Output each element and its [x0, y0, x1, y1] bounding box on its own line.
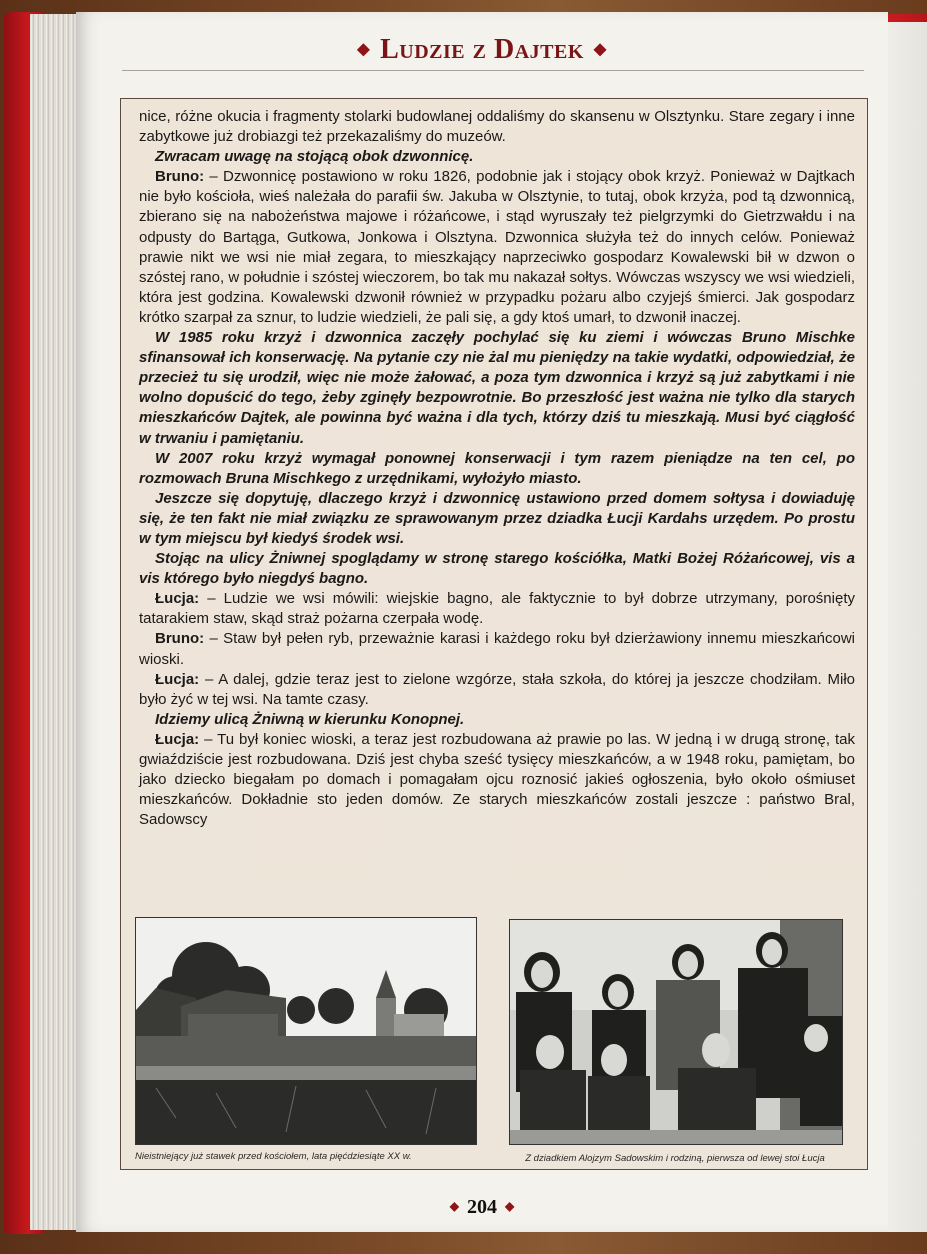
paragraph-text: Stojąc na ulicy Żniwnej spoglądamy w stronę starego kościółka, Matki Bożej Różańcowej, vis a vis którego było niegdyś bagno.	[139, 550, 855, 588]
interviewer-note	[139, 710, 855, 730]
running-header	[76, 34, 888, 66]
chapter-title: Ludzie z Dajtek	[380, 34, 584, 65]
content-frame	[120, 98, 868, 1170]
speaker-name: Łucja:	[155, 670, 200, 688]
page-footer	[76, 1196, 888, 1219]
paragraph-text: W 2007 roku krzyż wymagał ponownej konserwacji i tym razem pieniądze na ten cel, po rozmowach Bruna Mischkego z urzędnikami, wyłożyło miasto.	[139, 449, 855, 487]
speaker-paragraph	[139, 589, 855, 629]
paragraph-text: – Ludzie we wsi mówili: wiejskie bagno, ale faktycznie to był dobrze utrzymany, porośnięty tatarakiem staw, skąd straż pożarna czerpała wodę.	[139, 590, 855, 628]
pond-church-illustration	[136, 918, 476, 1144]
diamond-ornament-icon: ◆	[593, 40, 607, 58]
paragraph-text: – Tu był koniec wioski, a teraz jest rozbudowana aż prawie po las. W jedną i w drugą stronę, tak gwiaździście jest rozbudowana. Dziś jest chyba sześć tysięcy mieszkańców, a w 1948 roku, pamiętam, bo jako dziecko biegałam po domach i pomagałam ojcu roznosić jakieś ogłoszenia, było około ośmiuset mieszkańców. Dokładnie sto jeden domów. Ze starych mieszkańców zostali jeszcze : państwo Bral, Sadowscy	[139, 730, 855, 829]
speaker-name: Łucja:	[155, 730, 200, 748]
interviewer-note	[139, 147, 855, 167]
paragraph-text: – Dzwonnicę postawiono w roku 1826, podobnie jak i stojący obok krzyż. Ponieważ w Dajtkach nie było kościoła, wieś należała do parafii św. Jakuba w Olsztynie, to tutaj, obok krzyża, pod tą dzwonnicą, zbierano się na nabożeństwa majowe i różańcowe, i stąd wyruszały też pielgrzymki do Gietrzwałdu i na odpusty do Bartąga, Gutkowa, Jonkowa i Olsztyna. Dzwonnica służyła też do innych celów. Ponieważ prawie nikt we wsi nie miał zegara, to mieszkający naprzeciwko gospodarz Kowalewski bił w dzwon o szóstej rano, w południe i szóstej wieczorem, bo tak mu nakazał sołtys. Wówczas wszyscy we wsi wiedzieli, która jest godzina. Kowalewski dzwonił również w przypadku pożaru albo czyjejś śmierci. Jak gospodarz krótko szarpał za sznur, to ludzie wiedzieli, że pali się, a gdy ktoś umarł, to dzwonił inaczej.	[139, 168, 855, 326]
family-group-illustration	[510, 920, 842, 1144]
speaker-paragraph	[139, 629, 855, 669]
speaker-paragraph	[139, 670, 855, 710]
paragraph-text: Idziemy ulicą Żniwną w kierunku Konopnej.	[155, 710, 465, 728]
body-text	[139, 107, 855, 830]
speaker-paragraph	[139, 730, 855, 830]
speaker-name: Łucja:	[155, 590, 200, 608]
paragraph-text: W 1985 roku krzyż i dzwonnica zaczęły pochylać się ku ziemi i wówczas Bruno Mischke sfinansował ich konserwację. Na pytanie czy nie żal mu pieniędzy na takie wydatki, odpowiedział, że przecież tu się urodził, więc nie może żałować, a poza tym dzwonnica i krzyż są już zabytkami i nie wolno dopuścić do tego, żeby zginęły bezpowrotnie. Bo przeszłość jest ważna nie tylko dla starych mieszkańców Dajtek, ale powinna być ważna i dla tych, którzy dziś tu mieszkają. Musi być ciągłość w trwaniu i pamiętaniu.	[139, 329, 855, 447]
paragraph-text: – Staw był pełen ryb, przeważnie karasi i każdego roku był dzierżawiony innemu mieszkańcowi wioski.	[139, 630, 855, 668]
speaker-paragraph	[139, 167, 855, 328]
interviewer-note	[139, 328, 855, 449]
speaker-name: Bruno:	[155, 168, 205, 186]
paragraph-text: Zwracam uwagę na stojącą obok dzwonnicę.	[155, 148, 474, 166]
photo-caption: Nieistniejący już stawek przed kościołem, lata pięćdziesiąte XX w.	[135, 1151, 412, 1162]
diamond-ornament-icon: ◆	[449, 1198, 459, 1213]
page-number: 204	[467, 1196, 497, 1218]
book-page	[76, 12, 888, 1232]
photo-caption: Z dziadkiem Alojzym Sadowskim i rodziną, pierwsza od lewej stoi Łucja	[525, 1153, 825, 1164]
interviewer-note	[139, 449, 855, 489]
paragraph-text: – A dalej, gdzie teraz jest to zielone wzgórze, stała szkoła, do której ja jeszcze chodziłam. Miło było żyć w tej wsi. Na tamte czasy.	[139, 670, 855, 708]
interviewer-note	[139, 489, 855, 549]
photo-family	[509, 919, 843, 1145]
diamond-ornament-icon: ◆	[357, 40, 371, 58]
page-edges	[30, 14, 82, 1230]
paragraph-text: nice, różne okucia i fragmenty stolarki budowlanej oddaliśmy do skansenu w Olsztynku. Stare zegary i inne zabytkowe już drobiazgi też przekazaliśmy do muzeów.	[139, 108, 855, 146]
header-divider	[122, 70, 864, 71]
photo-pond-church	[135, 917, 477, 1145]
interviewer-note	[139, 549, 855, 589]
diamond-ornament-icon: ◆	[505, 1198, 515, 1213]
paragraph-text: Jeszcze się dopytuję, dlaczego krzyż i dzwonnicę ustawiono przed domem sołtysa i dowiaduję się, że ten fakt nie miał związku ze sprawowanym przez dziadka Łucji Kardahs urzędem. Po prostu w tym miejscu był kiedyś środek wsi.	[139, 489, 855, 547]
speaker-name: Bruno:	[155, 630, 205, 648]
paragraph	[139, 107, 855, 147]
